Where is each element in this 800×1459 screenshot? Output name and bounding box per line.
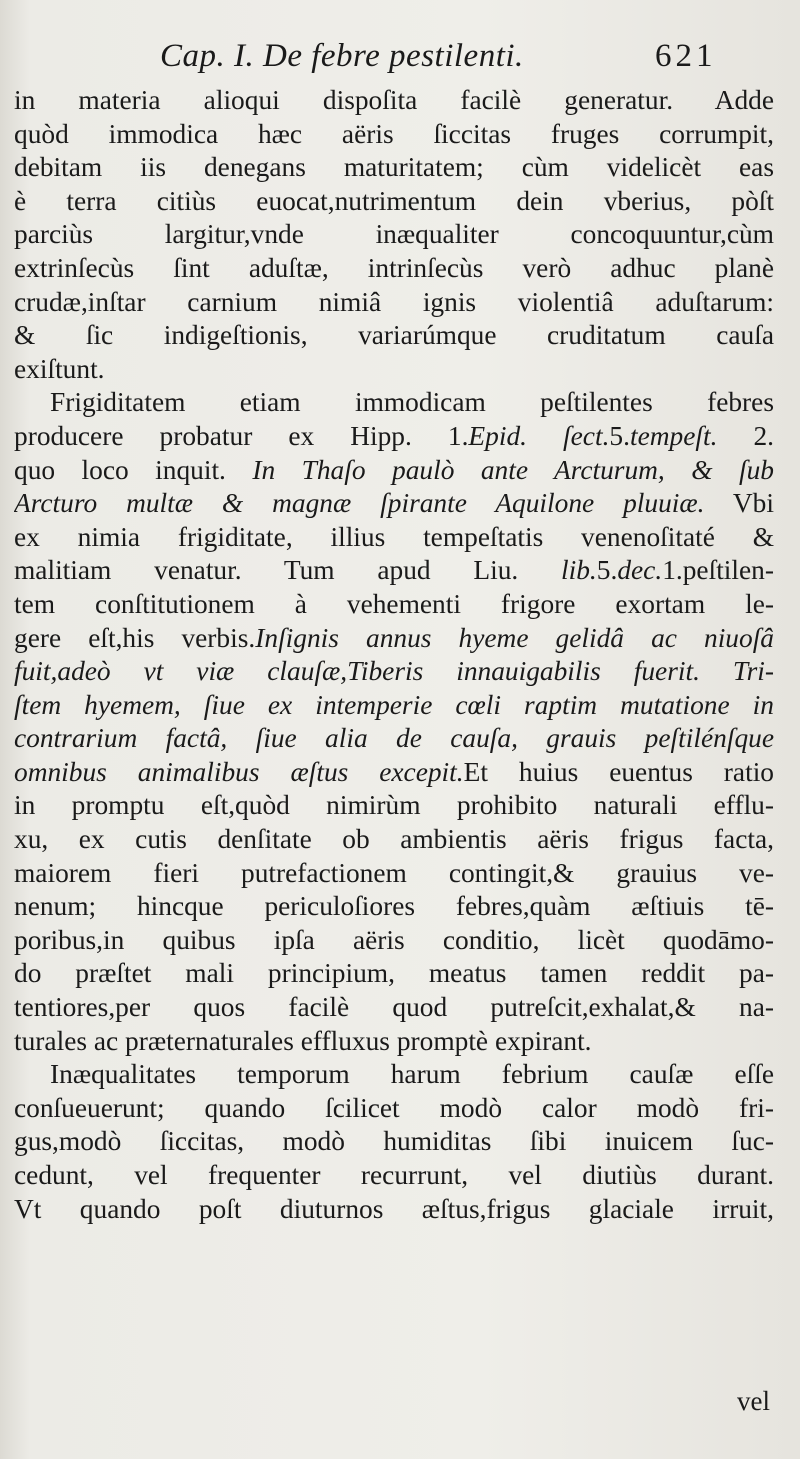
text-segment: gere eſt,his verbis. [14, 622, 256, 653]
text-line [14, 1159, 774, 1193]
text-line [14, 789, 774, 823]
italic-text: lib. [561, 555, 597, 586]
text-segment: 5. [609, 420, 630, 451]
text-line [14, 756, 774, 790]
text-line [14, 1125, 774, 1159]
text-line [14, 890, 774, 924]
text-segment: Vbi [704, 488, 774, 519]
text-line [14, 924, 774, 958]
text-line [14, 857, 774, 891]
text-segment: maiorem fieri putrefactionem contingit,& grauius ve- [14, 857, 774, 888]
page-header [0, 38, 800, 88]
text-line [14, 151, 774, 185]
text-line [14, 722, 774, 756]
text-line [14, 991, 774, 1025]
text-segment: do præſtet mali principium, meatus tamen reddit pa- [14, 958, 774, 989]
italic-text: Arcturo multæ & magnæ ſpirante Aquilone pluuiæ. [14, 488, 705, 519]
text-segment: conſueuerunt; quando ſcilicet modò calor modò fri- [14, 1092, 774, 1123]
text-segment: cedunt, vel frequenter recurrunt, vel diutiùs durant. [14, 1160, 774, 1190]
italic-text: contrarium factâ, ſiue alia de cauſa, grauis peſtilénſque [14, 723, 774, 754]
text-line [14, 286, 774, 320]
text-line [14, 521, 774, 555]
italic-text: omnibus animalibus æſtus excepit. [14, 756, 464, 787]
text-segment: malitiam venatur. Tum apud Liu. [14, 555, 562, 586]
text-segment: 2. [717, 420, 774, 451]
text-segment: poribus,in quibus ipſa aëris conditio, licèt quodāmo- [14, 924, 774, 955]
text-segment: è terra citiùs euocat,nutrimentum dein vberius, pòſt [14, 185, 774, 216]
text-segment: producere probatur ex Hipp. 1. [14, 420, 469, 451]
text-line [14, 957, 774, 991]
page-number: 621 [655, 38, 717, 74]
italic-text: Epid. ſect. [468, 420, 610, 451]
text-segment: ex nimia frigiditate, illius tempeſtatis venenoſitaté & [14, 521, 774, 552]
text-line [14, 84, 774, 118]
text-line [14, 118, 774, 152]
italic-text: fuit,adeò vt viæ clauſæ,Tiberis innauigabilis fuerit. Tri- [14, 656, 774, 687]
text-segment: in materia alioqui dispoſita facilè generatur. Adde [14, 85, 774, 115]
text-segment: extrinſecùs ſint aduſtæ, intrinſecùs verò adhuc planè [14, 252, 774, 283]
text-segment: tem conſtitutionem à vehementi frigore exortam le- [14, 588, 774, 619]
text-segment: Inæqualitates temporum harum febrium cauſæ eſſe [50, 1059, 774, 1090]
text-line [14, 252, 774, 286]
text-line [14, 1025, 774, 1059]
text-line [14, 554, 774, 588]
text-segment: in promptu eſt,quòd nimirùm prohibito naturali efflu- [14, 790, 774, 821]
italic-text: ſtem hyemem, ſiue ex intemperie cœli raptim mutatione in [14, 689, 774, 720]
text-line [14, 622, 774, 656]
text-line [14, 185, 774, 219]
text-segment: Et huius euentus ratio [463, 756, 774, 787]
text-line [14, 319, 774, 353]
text-segment: quo loco inquit. [14, 454, 253, 485]
text-line [14, 1058, 774, 1092]
italic-text: Inſignis annus hyeme gelidâ ac niuoſâ [255, 622, 774, 653]
text-line [14, 218, 774, 252]
text-line [14, 823, 774, 857]
text-segment: 5. [596, 555, 618, 586]
text-segment: crudæ,inſtar carnium nimiâ ignis violentiâ aduſtarum: [14, 286, 774, 317]
text-line [14, 353, 774, 387]
body-text [14, 84, 774, 1226]
text-line [14, 689, 774, 723]
text-segment: turales ac præternaturales effluxus promptè expirant. [14, 1025, 592, 1056]
text-line [14, 386, 774, 420]
text-segment: xu, ex cutis denſitate ob ambientis aëris frigus facta, [14, 824, 774, 855]
text-line [14, 1092, 774, 1126]
text-segment: quòd immodica hæc aëris ſiccitas fruges corrumpit, [14, 118, 774, 149]
text-line [14, 1193, 774, 1227]
text-segment: parciùs largitur,vnde inæqualiter concoquuntur,cùm [14, 219, 774, 250]
text-segment: debitam iis denegans maturitatem; cùm videlicèt eas [14, 152, 774, 183]
text-line [14, 487, 774, 521]
text-segment: & ſic indigeſtionis, variarúmque cruditatum cauſa [14, 320, 774, 351]
text-segment: exiſtunt. [14, 353, 105, 384]
text-segment: Vt quando poſt diuturnos æſtus,frigus glaciale irruit, [14, 1193, 774, 1224]
italic-text: tempeſt. [629, 420, 718, 451]
catchword: vel [737, 1386, 770, 1416]
text-segment: gus,modò ſiccitas, modò humiditas ſibi inuicem ſuc- [14, 1126, 774, 1157]
running-title: Cap. I. De febre pestilenti. [160, 38, 524, 74]
text-segment: tentiores,per quos facilè quod putreſcit,exhalat,& na- [14, 992, 774, 1023]
text-segment: Frigiditatem etiam immodicam peſtilentes febres [50, 387, 774, 418]
text-line [14, 655, 774, 689]
text-segment: 1.peſtilen- [662, 555, 774, 586]
text-line [14, 588, 774, 622]
text-line [14, 454, 774, 488]
text-segment: nenum; hincque periculoſiores febres,quàm æſtiuis tē- [14, 891, 774, 922]
italic-text: dec. [617, 555, 663, 586]
text-line [14, 420, 774, 454]
italic-text: In Thaſo paulò ante Arcturum, & ſub [252, 454, 774, 485]
